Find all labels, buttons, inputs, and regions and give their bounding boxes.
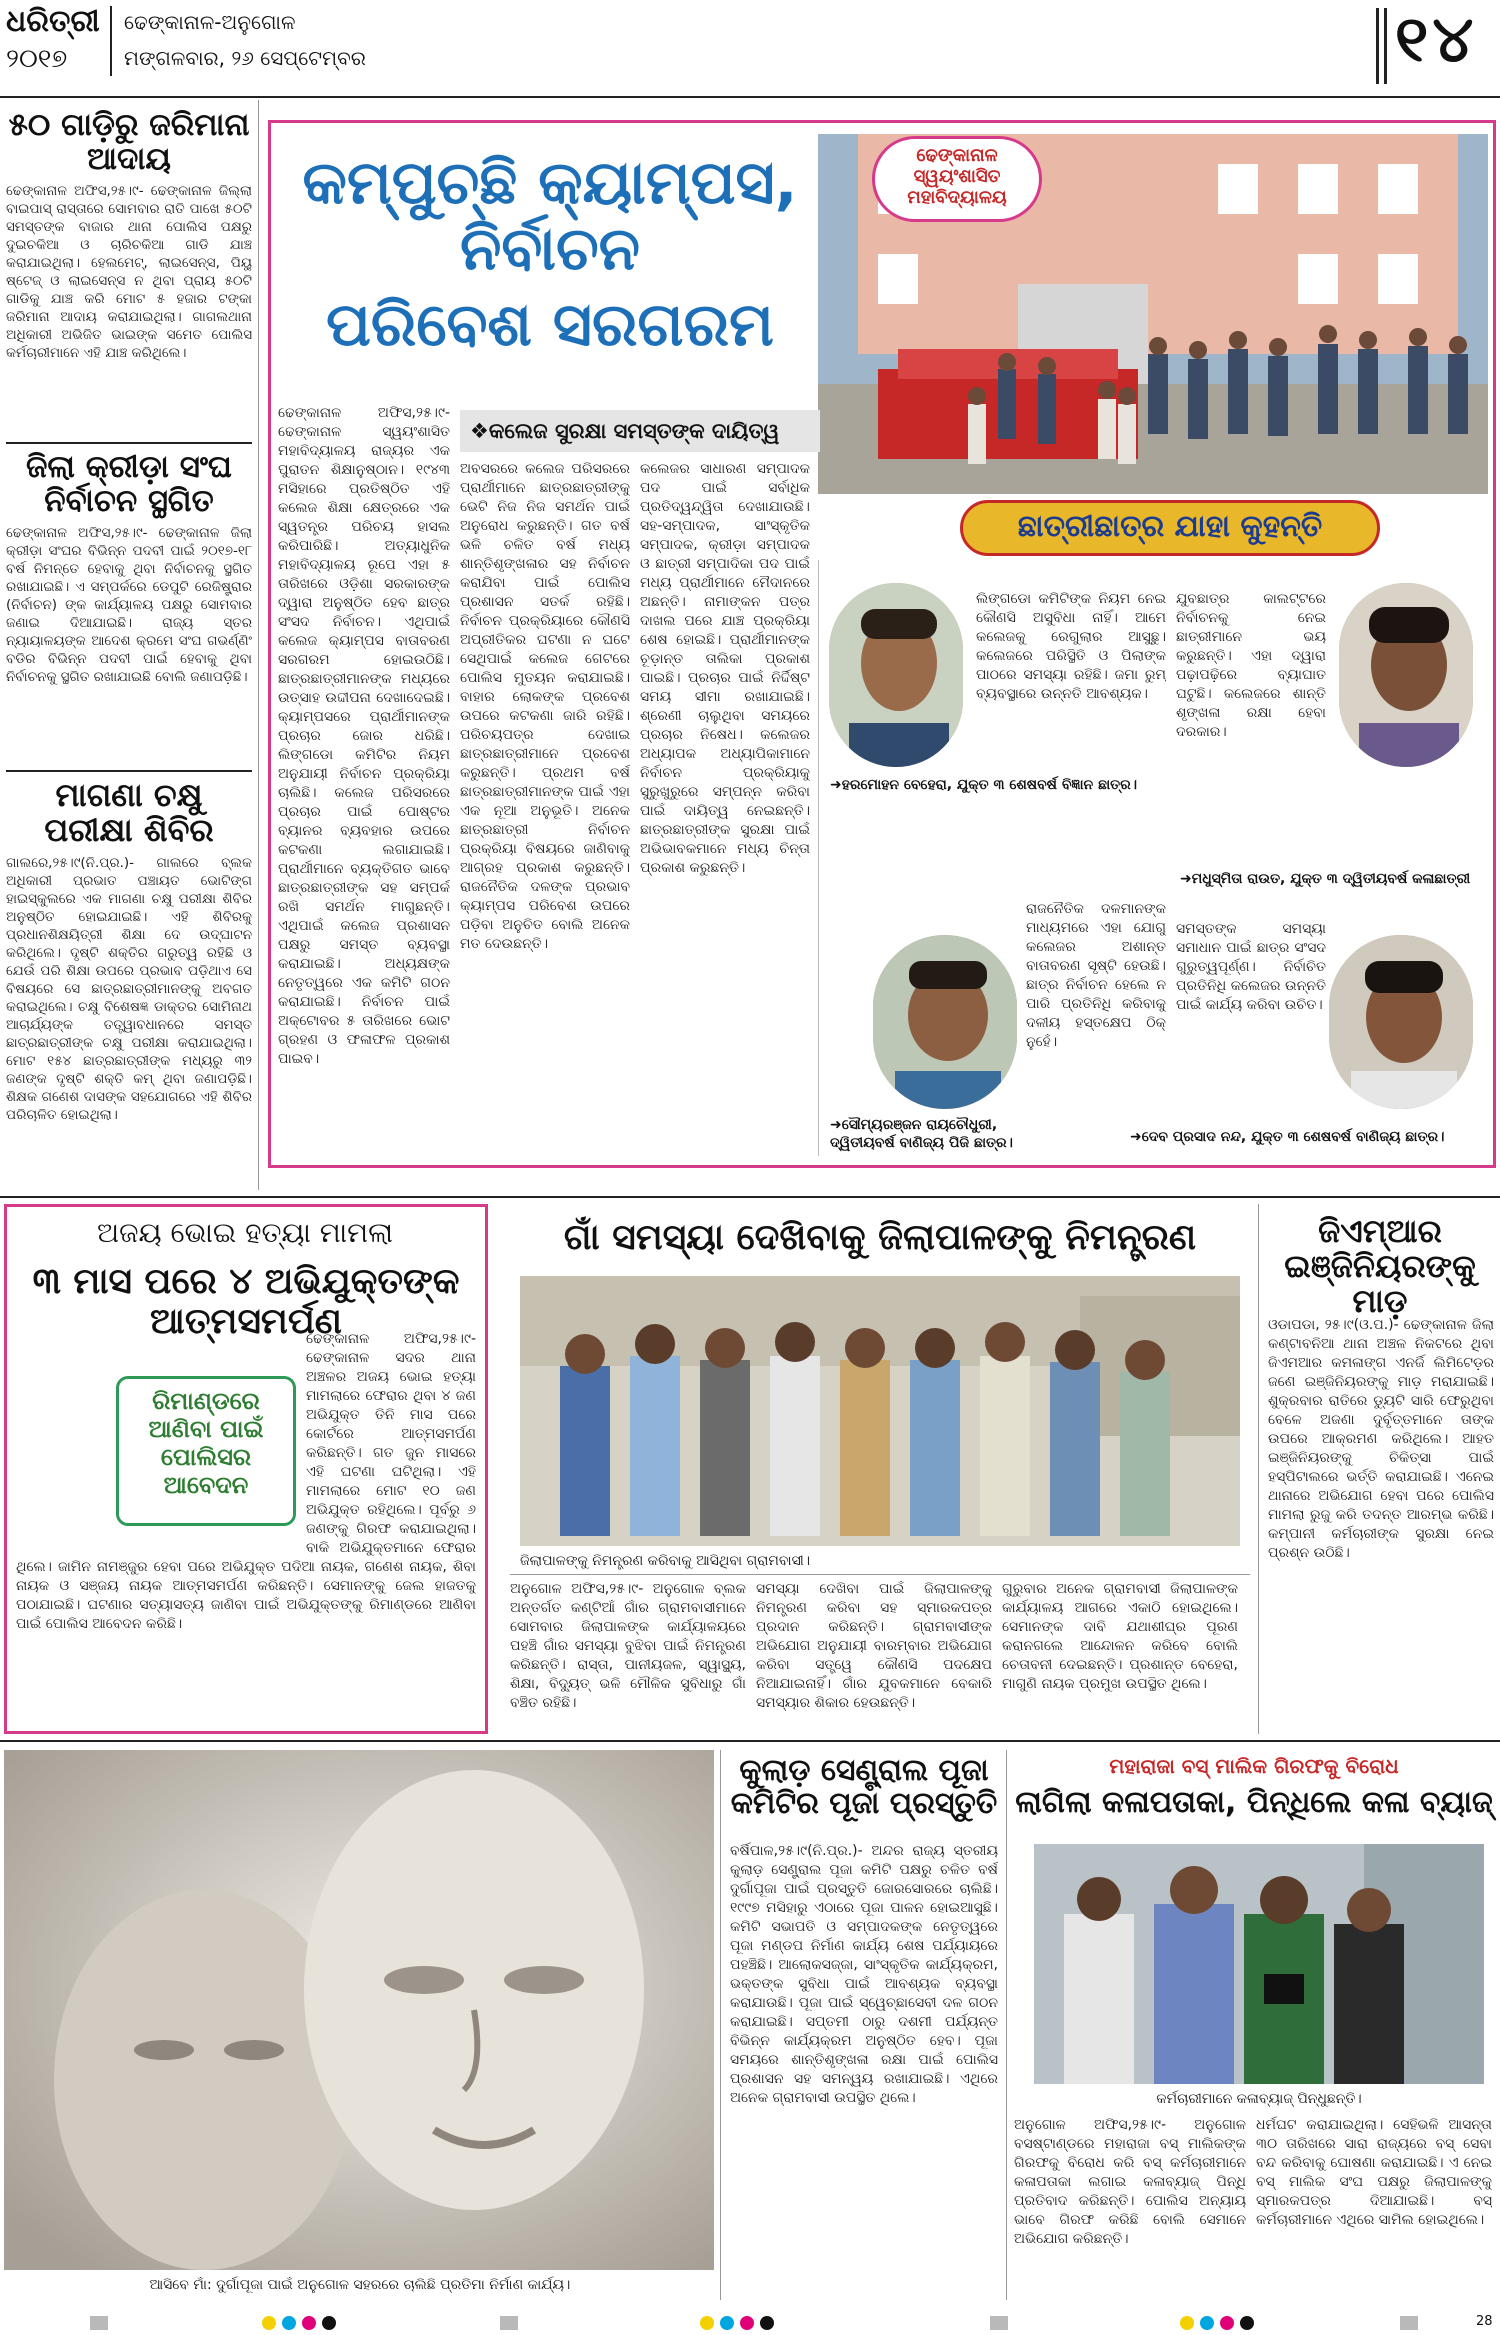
print-mark	[500, 2316, 518, 2330]
feature-col-3: କଲେଜର ସାଧାରଣ ସମ୍ପାଦକ ପଦ ପାଇଁ ସର୍ବାଧିକ ପ୍ରତିଦ୍ୱନ୍ଦ୍ୱିତା ଦେଖାଯାଉଛି। ସହ-ସମ୍ପାଦକ, ସାଂସ୍କୃତିକ ସମ୍ପାଦକ, କ୍ରୀଡ଼ା ସମ୍ପାଦକ ଓ ଛାତ୍ରୀ ସମ୍ପାଦିକା ପଦ ପାଇଁ ମଧ୍ୟ ପ୍ରାର୍ଥୀମାନେ ମୈଦାନରେ ଅଛନ୍ତି। ନାମାଙ୍କନ ପତ୍ର ଦାଖଲ ପରେ ଯାଞ୍ଚ ପ୍ରକ୍ରିୟା ଶେଷ ହୋଇଛି। ପ୍ରାର୍ଥୀମାନଙ୍କ ଚୂଡ଼ାନ୍ତ ତାଲିକା ପ୍ରକାଶ ପାଇଛି। ପ୍ରଚାର ପାଇଁ ନିର୍ଦ୍ଦିଷ୍ଟ ସମୟ ସୀମା ରଖାଯାଇଛି। ଶ୍ରେଣୀ ଚାଲୁଥିବା ସମୟରେ ପ୍ରଚାର ନିଷେଧ। କଲେଜର ଅଧ୍ୟାପକ ଅଧ୍ୟାପିକାମାନେ ନିର୍ବାଚନ ପ୍ରକ୍ରିୟାକୁ ସୁରୁଖୁରୁରେ ସମ୍ପନ୍ନ କରିବା ପାଇଁ ଦାୟିତ୍ୱ ନେଇଛନ୍ତି। ଛାତ୍ରଛାତ୍ରୀଙ୍କ ସୁରକ୍ଷା ପାଇଁ ଅଭିଭାବକମାନେ ମଧ୍ୟ ଚିନ୍ତା ପ୍ରକାଶ କରୁଛନ୍ତି।	[640, 461, 810, 876]
protest-drawing	[1034, 1844, 1484, 2084]
feature-headline	[290, 150, 810, 358]
story-body: ଢେଙ୍କାନାଳ ଅଫିସ,୨୫।୯- ଢେଙ୍କାନାଳ ଜିଲ୍ଲା ବାଇପାସ୍ ରାସ୍ତାରେ ସୋମବାର ରାତି ପାଖେ ୫୦ଟି ସମସ୍ତଙ୍କ ବାଜାର ଥାନା ପୋଲିସ ପକ୍ଷରୁ ଦୁଇଚକିଆ ଓ ଚାରିଚକିଆ ଗାଡି ଯାଞ୍ଚ କରାଯାଇଥିଲା। ହେଲମେଟ୍, ଲାଇସେନ୍ସ, ପିୟୁ ଷ୍ଟେଜ୍ ଓ ଲାଇସେନ୍ସ ନ ଥିବା ପ୍ରାୟ ୫୦ଟି ଗାଡିକୁ ଯାଞ୍ଚ କରି ମୋଟ ୫ ହଜାର ଟଙ୍କା ଜରିମାନା ଆଦାୟ କରାଯାଇଥିଲା। ଗାଗଲଥାନା ଅଧିକାରୀ ଅଭିଜିତ ଭାଇଙ୍କ ସମେତ ପୋଲିସ କର୍ମଚାରୀମାନେ ଏହି ଯାଞ୍ଚ କରିଥିଲେ।	[6, 183, 252, 362]
quote-2-text: ଯୁବଛାତ୍ର କାଲଟ୍ଟରେ ନିର୍ବାଚନକୁ ନେଇ ଛାତ୍ରୀମାନେ ଭୟ କରୁଛନ୍ତି। ଏହା ଦ୍ୱାରା ପଢ଼ାପଢ଼ିରେ ବ୍ୟାଘାତ ଘଟୁଛି। କଲେଜରେ ଶାନ୍ତି ଶୃଙ୍ଖଳା ରକ୍ଷା ହେବା ଦରକାର।	[1176, 591, 1326, 740]
edition-name: ଢେଙ୍କାନାଳ-ଅନୁଗୋଳ	[124, 10, 296, 34]
newspaper-logo: ଧରିତ୍ରୀ	[6, 4, 100, 39]
idol-caption: ଆସିବେ ମାଁ: ଦୁର୍ଗାପୂଜା ପାଇଁ ଅନୁଗୋଳ ସହରରେ ଚାଲିଛି ପ୍ରତିମା ନିର୍ମାଣ କାର୍ଯ୍ୟ।	[149, 2277, 571, 2293]
badge-line3: ମହାବିଦ୍ୟାଳୟ	[907, 187, 1007, 208]
headline: ୫୦ ଗାଡ଼ିରୁ ଜରିମାନା ଆଦାୟ	[8, 107, 250, 178]
villagers-caption: ଜିଲାପାଳଙ୍କୁ ନିମନ୍ତ୍ରଣ କରିବାକୁ ଆସିଥିବା ଗ୍ରାମବାସୀ।	[520, 1553, 811, 1569]
badge-line2: ସ୍ୱୟଂଶାସିତ	[913, 166, 1001, 187]
feature-headline-line2: ପରିବେଶ ସରଗରମ	[326, 290, 774, 360]
story-vehicle-fines	[6, 108, 252, 402]
story-a-body	[16, 1330, 476, 1722]
quote-3-text: ରାଜନୈତିକ ଦଳମାନଙ୍କ ମାଧ୍ୟମରେ ଏହା ଯୋଗୁ କଲେଜର ଅଶାନ୍ତ ବାତାବରଣ ସୃଷ୍ଟି ହେଉଛି। ଛାତ୍ର ନିର୍ବାଚନ ହେଲେ ନ ପାରି ପ୍ରତିନିଧି କରିବାକୁ ଦଳୀୟ ହସ୍ତକ୍ଷେପ ଠିକ୍ ନୁହେଁ।	[1026, 901, 1166, 1050]
villagers-photo	[520, 1276, 1240, 1546]
page-number: ୧୪	[1395, 2, 1478, 77]
story-a-kicker: ଅଜୟ ଭୋଇ ହତ୍ୟା ମାମଲା	[97, 1216, 393, 1249]
protest-photo	[1034, 1844, 1484, 2084]
story-d-headline	[730, 1754, 998, 1820]
feature-subhead: ❖କଲେଜ ସୁରକ୍ଷା ସମସ୍ତଙ୍କ ଦାୟିତ୍ୱ	[460, 410, 820, 452]
quote-1-text: ଲିଙ୍ଗଡୋ କମିଟିଙ୍କ ନିୟମ ନେଇ କୌଣସି ଅସୁବିଧା ନାହିଁ। ଆମେ କଲେଜକୁ ରେଗୁଲାର ଆସୁଛୁ। କଲେଜରେ ପରିସ୍ଥିତି ଓ ପିଲାଙ୍କ ପାଠରେ ସମସ୍ୟା ରହିଛି। ଜମା ରୁମ୍ ବ୍ୟବସ୍ଥାରେ ଉନ୍ନତି ଆବଶ୍ୟକ।	[976, 591, 1166, 702]
page-ref: 28	[1476, 2314, 1493, 2329]
story-d-headline-line1: କୁଲାଡ଼ ସେଣ୍ଟ୍ରାଲ ପୂଜା	[739, 1753, 989, 1788]
protest-caption: କର୍ମଚାରୀମାନେ କଳାବ୍ୟାଜ୍ ପିନ୍ଧୁଛନ୍ତି।	[1156, 2091, 1362, 2107]
quote-3-name: ➜ସୌମ୍ୟରଞ୍ଜନ ରାୟଚୌଧୁରୀ, ଦ୍ୱିତୀୟବର୍ଷ ବାଣିଜ୍ୟ ପିଜି ଛାତ୍ର।	[830, 1117, 1013, 1151]
student-photo-3	[870, 932, 1020, 1112]
idol-drawing	[4, 1750, 714, 2270]
feature-col-1: ଢେଙ୍କାନାଳ ଅଫିସ,୨୫।୯- ଢେଙ୍କାନାଳ ସ୍ୱୟଂଶାସିତ ମହାବିଦ୍ୟାଳୟ ରାଜ୍ୟର ଏକ ପୁରାତନ ଶିକ୍ଷାନୁଷ୍ଠାନ। ୧୯୪୩ ମସିହାରେ ପ୍ରତିଷ୍ଠିତ ଏହି କଲେଜ ଶିକ୍ଷା କ୍ଷେତ୍ରରେ ଏକ ସ୍ୱତନ୍ତ୍ର ପରିଚୟ ହାସଲ କରିପାରିଛି। ଅତ୍ୟାଧୁନିକ ମହାବିଦ୍ୟାଳୟ ରୂପେ ଏହା ୫ ତାରିଖରେ ଓଡ଼ିଶା ସରକାରଙ୍କ ଦ୍ୱାରା ଅନୁଷ୍ଠିତ ହେବ ଛାତ୍ର ସଂସଦ ନିର୍ବାଚନ। ଏଥିପାଇଁ କଲେଜ କ୍ୟାମ୍ପସ ବାତାବରଣ ସରଗରମ ହୋଇଉଠିଛି। ଛାତ୍ରଛାତ୍ରୀମାନଙ୍କ ମଧ୍ୟରେ ଉତ୍ସାହ ଉଦ୍ଦୀପନା ଦେଖାଦେଇଛି। କ୍ୟାମ୍ପସରେ ପ୍ରାର୍ଥୀମାନଙ୍କ ପ୍ରଚାର ଜୋର ଧରିଛି। ଲିଙ୍ଗଡୋ କମିଟିର ନିୟମ ଅନୁଯାୟୀ ନିର୍ବାଚନ ପ୍ରକ୍ରିୟା ଚାଲିଛି। କଲେଜ ପରିସରରେ ପ୍ରଚାର ପାଇଁ ପୋଷ୍ଟର ବ୍ୟାନର ବ୍ୟବହାର ଉପରେ କଟକଣା ଲଗାଯାଇଛି। ପ୍ରାର୍ଥୀମାନେ ବ୍ୟକ୍ତିଗତ ଭାବେ ଛାତ୍ରଛାତ୍ରୀଙ୍କ ସହ ସମ୍ପର୍କ ରଖି ସମର୍ଥନ ମାଗୁଛନ୍ତି। ଏଥିପାଇଁ କଲେଜ ପ୍ରଶାସନ ପକ୍ଷରୁ ସମସ୍ତ ବ୍ୟବସ୍ଥା କରାଯାଇଛି। ଅଧ୍ୟକ୍ଷଙ୍କ ନେତୃତ୍ୱରେ ଏକ କମିଟି ଗଠନ କରାଯାଇଛି। ନିର୍ବାଚନ ପାଇଁ ଅକ୍ଟୋବର ୫ ତାରିଖରେ ଭୋଟ ଗ୍ରହଣ ଓ ଫଳାଫଳ ପ୍ରକାଶ ପାଇବ।	[278, 405, 450, 1067]
story-a-text: ଢେଙ୍କାନାଳ ଅଫିସ,୨୫।୯- ଢେଙ୍କାନାଳ ସଦର ଥାନା ଅଞ୍ଚଳର ଅଜୟ ଭୋଇ ହତ୍ୟା ମାମଲାରେ ଫେରାର ଥିବା ୪ ଜଣ ଅଭିଯୁକ୍ତ ତିନି ମାସ ପରେ କୋର୍ଟରେ ଆତ୍ମସମର୍ପଣ କରିଛନ୍ତି। ଗତ ଜୁନ ମାସରେ ଏହି ଘଟଣା ଘଟିଥିଲା। ଏହି ମାମଲାରେ ମୋଟ ୧୦ ଜଣ ଅଭିଯୁକ୍ତ ରହିଥିଲେ। ପୂର୍ବରୁ ୬ ଜଣଙ୍କୁ ଗିରଫ କରାଯାଇଥିଲା। ବାକି ଅଭିଯୁକ୍ତମାନେ ଫେରାର ଥିଲେ। ଜାମିନ ନାମଞ୍ଜୁର ହେବା ପରେ ଅଭିଯୁକ୍ତ ପଦିଆ ନାୟକ, ଗଣେଶ ନାୟକ, ଶିବା ନାୟକ ଓ ସଞ୍ଜୟ ନାୟକ ଆତ୍ମସମର୍ପଣ କରିଛନ୍ତି। ସେମାନଙ୍କୁ ଜେଲ ହାଜତକୁ ପଠାଯାଇଛି। ଘଟଣାର ସତ୍ୟାସତ୍ୟ ଜାଣିବା ପାଇଁ ଅଭିଯୁକ୍ତଙ୍କୁ ରିମାଣ୍ଡରେ ଆଣିବା ପାଇଁ ପୋଲିସ ଆବେଦନ କରିଛି।	[16, 1331, 476, 1632]
student-photo-4	[1326, 932, 1476, 1112]
story-b-headline: ଗାଁ ସମସ୍ୟା ଦେଖିବାକୁ ଜିଲାପାଳଙ୍କୁ ନିମନ୍ତ୍ରଣ	[563, 1217, 1197, 1258]
inset-line1: ରିମାଣ୍ଡରେ	[152, 1387, 260, 1415]
badge-line1: ଢେଙ୍କାନାଳ	[916, 145, 998, 166]
story-sports-body-poll	[6, 450, 252, 759]
feature-headline-line1: କମ୍ପୁଚ୍ଛି କ୍ୟାମ୍ପସ, ନିର୍ବାଚନ	[302, 148, 798, 284]
headline: ଜିଲା କ୍ରୀଡ଼ା ସଂଘ ନିର୍ବାଚନ ସ୍ଥଗିତ	[26, 449, 232, 520]
headline: ମାଗଣା ଚକ୍ଷୁ ପରୀକ୍ଷା ଶିବିର	[44, 776, 214, 850]
story-e-col-2: ଧର୍ମଘଟ କରାଯାଇଥିଲା। ସେହିଭଳି ଆସନ୍ତା ୩୦ ତାରିଖରେ ସାରା ରାଜ୍ୟରେ ବସ୍ ସେବା ବନ୍ଦ କରିବାକୁ ଘୋଷଣା କରାଯାଇଛି। ଏ ନେଇ ବସ୍ ମାଲିକ ସଂଘ ପକ୍ଷରୁ ଜିଲାପାଳଙ୍କୁ ସ୍ମାରକପତ୍ର ଦିଆଯାଇଛି। ବସ୍ କର୍ମଚାରୀମାନେ ଏଥିରେ ସାମିଲ ହୋଇଥିଲେ।	[1256, 2117, 1492, 2228]
print-mark	[990, 2316, 1008, 2330]
story-b-col-1: ଅନୁଗୋଳ ଅଫିସ,୨୫।୯- ଅନୁଗୋଳ ବ୍ଲକ ଅନ୍ତର୍ଗତ କଣ୍ଟିଆଁ ଗାଁର ଗ୍ରାମବାସୀମାନେ ସୋମବାର ଜିଲାପାଳଙ୍କ କାର୍ଯ୍ୟାଳୟରେ ପହଞ୍ଚି ଗାଁର ସମସ୍ୟା ବୁଝିବା ପାଇଁ ନିମନ୍ତ୍ରଣ କରିଛନ୍ତି। ରାସ୍ତା, ପାନୀୟଜଳ, ସ୍ୱାସ୍ଥ୍ୟ, ଶିକ୍ଷା, ବିଦ୍ୟୁତ୍ ଭଳି ମୌଳିକ ସୁବିଧାରୁ ଗାଁ ବଞ୍ଚିତ ରହିଛି।	[510, 1581, 746, 1711]
inset-line2: ଆଣିବା ପାଇଁ	[148, 1415, 264, 1443]
students-say-banner: ଛାତ୍ରୀଛାତ୍ର ଯାହା କୁହନ୍ତି	[960, 500, 1380, 556]
story-eye-camp	[6, 778, 252, 1224]
quote-3-text-spacer	[830, 900, 870, 940]
print-mark	[1400, 2316, 1418, 2330]
quote-4-text: ସମସ୍ତଙ୍କ ସମସ୍ୟା ସମାଧାନ ପାଇଁ ଛାତ୍ର ସଂସଦ ଗୁରୁତ୍ୱପୂର୍ଣ୍ଣ। ନିର୍ବାଚିତ ପ୍ରତିନିଧି କଲେଜର ଉନ୍ନତି ପାଇଁ କାର୍ଯ୍ୟ କରିବା ଉଚିତ।	[1176, 921, 1326, 1013]
story-e-kicker: ମହାରାଜା ବସ୍ ମାଲିକ ଗିରଫକୁ ବିରୋଧ	[1109, 1754, 1399, 1778]
story-a-headline: ୩ ମାସ ପରେ ୪ ଅଭିଯୁକ୍ତଙ୍କ ଆତ୍ମସମର୍ପଣ	[32, 1261, 460, 1342]
quote-1-name: ➜ହରମୋହନ ବେହେରା, ଯୁକ୍ତ ୩ ଶେଷବର୍ଷ ବିଜ୍ଞାନ ଛାତ୍ର।	[830, 777, 1138, 793]
story-d-body: ବର୍ଷିପାଳ,୨୫।୯(ନି.ପ୍ର.)- ଅନ୍ଦର ରାଜ୍ୟ ସ୍ତରୀୟ କୁଲାଡ଼ ସେଣ୍ଟ୍ରାଲ ପୂଜା କମିଟି ପକ୍ଷରୁ ଚଳିତ ବର୍ଷ ଦୁର୍ଗାପୂଜା ପାଇଁ ପ୍ରସ୍ତୁତି ଜୋରସୋରରେ ଚାଲିଛି। ୧୯୯୭ ମସିହାରୁ ଏଠାରେ ପୂଜା ପାଳନ ହୋଇଆସୁଛି। କମିଟି ସଭାପତି ଓ ସମ୍ପାଦକଙ୍କ ନେତୃତ୍ୱରେ ପୂଜା ମଣ୍ଡପ ନିର୍ମାଣ କାର୍ଯ୍ୟ ଶେଷ ପର୍ଯ୍ୟାୟରେ ପହଞ୍ଚିଛି। ଆଲୋକସଜ୍ଜା, ସାଂସ୍କୃତିକ କାର୍ଯ୍ୟକ୍ରମ, ଭକ୍ତଙ୍କ ସୁବିଧା ପାଇଁ ଆବଶ୍ୟକ ବ୍ୟବସ୍ଥା କରାଯାଉଛି। ପୂଜା ପାଇଁ ସ୍ୱେଚ୍ଛାସେବୀ ଦଳ ଗଠନ କରାଯାଇଛି। ସପ୍ତମୀ ଠାରୁ ଦଶମୀ ପର୍ଯ୍ୟନ୍ତ ବିଭିନ୍ନ କାର୍ଯ୍ୟକ୍ରମ ଅନୁଷ୍ଠିତ ହେବ। ପୂଜା ସମୟରେ ଶାନ୍ତିଶୃଙ୍ଖଳା ରକ୍ଷା ପାଇଁ ପୋଲିସ ପ୍ରଶାସନ ସହ ସମନ୍ୱୟ ରଖାଯାଇଛି। ଏଥିରେ ଅନେକ ଗ୍ରାମବାସୀ ଉପସ୍ଥିତ ଥିଲେ।	[730, 1843, 998, 2106]
color-registration-marks	[1180, 2316, 1254, 2330]
inset-line4: ଆବେଦନ	[163, 1471, 249, 1499]
story-d-headline-line2: କମିଟିର ପୂଜା ପ୍ରସ୍ତୁତି	[730, 1786, 998, 1821]
story-e-col-1: ଅନୁଗୋଳ ଅଫିସ,୨୫।୯- ଅନୁଗୋଳ ବସଷ୍ଟାଣ୍ଡରେ ମହାରାଜା ବସ୍ ମାଲିକଙ୍କ ଗିରଫକୁ ବିରୋଧ କରି ବସ୍ କର୍ମଚାରୀମାନେ କଳାପତାକା ଲଗାଇ କଳାବ୍ୟାଜ୍ ପିନ୍ଧି ପ୍ରତିବାଦ କରିଛନ୍ତି। ପୋଲିସ ଅନ୍ୟାୟ ଭାବେ ଗିରଫ କରିଛି ବୋଲି ସେମାନେ ଅଭିଯୋଗ କରିଛନ୍ତି।	[1014, 2117, 1246, 2247]
story-b-col-2: ସମସ୍ୟା ଦେଖିବା ପାଇଁ ଜିଲାପାଳଙ୍କୁ ନିମନ୍ତ୍ରଣ କରିବା ସହ ସ୍ମାରକପତ୍ର ପ୍ରଦାନ କରିଛନ୍ତି। ଗ୍ରାମବାସୀଙ୍କ ଅଭିଯୋଗ ଅନୁଯାୟୀ ବାରମ୍ବାର ଅଭିଯୋଗ କରିବା ସତ୍ତ୍ୱେ କୌଣସି ପଦକ୍ଷେପ ନିଆଯାଇନାହିଁ। ଗାଁର ଯୁବକମାନେ ବେକାରି ସମସ୍ୟାର ଶିକାର ହେଉଛନ୍ତି।	[756, 1581, 992, 1711]
color-registration-marks	[262, 2316, 336, 2330]
story-c-headline: ଜିଏମ୍‌ଆର ଇଞ୍ଜିନିୟରଙ୍କୁ ମାଡ଼	[1284, 1212, 1476, 1321]
story-b-col-3: ଗୁରୁବାର ଅନେକ ଗ୍ରାମବାସୀ ଜିଲାପାଳଙ୍କ କାର୍ଯ୍ୟାଳୟ ଆଗରେ ଏକାଠି ହୋଇଥିଲେ। ସେମାନଙ୍କ ଦାବି ଯଥାଶୀଘ୍ର ପୂରଣ କରାନଗଲେ ଆନ୍ଦୋଳନ କରିବେ ବୋଲି ଚେତାବନୀ ଦେଇଛନ୍ତି। ପ୍ରଶାନ୍ତ ବେହେରା, ମାଗୁଣି ନାୟକ ପ୍ରମୁଖ ଉପସ୍ଥିତ ଥିଲେ।	[1002, 1581, 1238, 1692]
villagers-drawing	[520, 1276, 1240, 1546]
feature-col-2: ଅବସରରେ କଲେଜ ପରିସରରେ ପ୍ରାର୍ଥୀମାନେ ଛାତ୍ରଛାତ୍ରୀଙ୍କୁ ଭେଟି ନିଜ ନିଜ ସମର୍ଥନ ପାଇଁ ଅନୁରୋଧ କରୁଛନ୍ତି। ଗତ ବର୍ଷ ଭଳି ଚଳିତ ବର୍ଷ ମଧ୍ୟ ଶାନ୍ତିଶୃଙ୍ଖଳାର ସହ ନିର୍ବାଚନ କରାଯିବା ପାଇଁ ପୋଲିସ ପ୍ରଶାସନ ସତର୍କ ରହିଛି। ନିର୍ବାଚନ ପ୍ରକ୍ରିୟାରେ କୌଣସି ଅପ୍ରୀତିକର ଘଟଣା ନ ଘଟେ ସେଥିପାଇଁ କଲେଜ ଗେଟରେ ପୋଲିସ ମୁତୟନ କରାଯାଇଛି। ବାହାର ଲୋକଙ୍କ ପ୍ରବେଶ ଉପରେ କଟକଣା ଜାରି ରହିଛି। ପରିଚୟପତ୍ର ଦେଖାଇ ଛାତ୍ରଛାତ୍ରୀମାନେ ପ୍ରବେଶ କରୁଛନ୍ତି। ପ୍ରଥମ ବର୍ଷ ଛାତ୍ରଛାତ୍ରୀମାନଙ୍କ ପାଇଁ ଏହା ଏକ ନୂଆ ଅନୁଭୂତି। ଅନେକ ଛାତ୍ରଛାତ୍ରୀ ନିର୍ବାଚନ ପ୍ରକ୍ରିୟା ବିଷୟରେ ଜାଣିବାକୁ ଆଗ୍ରହ ପ୍ରକାଶ କରୁଛନ୍ତି। ରାଜନୈତିକ ଦଳଙ୍କ ପ୍ରଭାବ କ୍ୟାମ୍ପସ ପରିବେଶ ଉପରେ ପଡ଼ିବା ଅନୁଚିତ ବୋଲି ଅନେକ ମତ ଦେଉଛନ୍ତି।	[460, 461, 630, 952]
story-c-body: ଓଡାପଡା, ୨୫।୯(ଓ.ପ.)- ଢେଙ୍କାନାଳ ଜିଲା କଣ୍ଟାବନିଆ ଥାନା ଅଞ୍ଚଳ ନିକଟରେ ଥିବା ଜିଏମଆର କମଳାଙ୍ଗ ଏନର୍ଜି ଲିମିଟେଡ଼ର ଜଣେ ଇଞ୍ଜିନିୟରଙ୍କୁ ମାଡ଼ ମରାଯାଇଛି। ଶୁକ୍ରବାର ରାତିରେ ଡ୍ୟୁଟି ସାରି ଫେରୁଥିବା ବେଳେ ଅଜଣା ଦୁର୍ବୃତ୍ତମାନେ ତାଙ୍କ ଉପରେ ଆକ୍ରମଣ କରିଥିଲେ। ଆହତ ଇଞ୍ଜିନିୟରଙ୍କୁ ଚିକିତ୍ସା ପାଇଁ ହସ୍ପିଟାଲରେ ଭର୍ତ୍ତି କରାଯାଇଛି। ଏନେଇ ଥାନାରେ ଅଭିଯୋଗ ହେବା ପରେ ପୋଲିସ ମାମଲା ରୁଜୁ କରି ତଦନ୍ତ ଆରମ୍ଭ କରିଛି। କମ୍ପାନୀ କର୍ମଚାରୀଙ୍କ ସୁରକ୍ଷା ନେଇ ପ୍ରଶ୍ନ ଉଠିଛି।	[1268, 1317, 1494, 1561]
story-body: ଗାଲରେ,୨୫।୯(ନି.ପ୍ର.)- ଗାଲରେ ବ୍ଲକ ଅଧିକାରୀ ପ୍ରଭାତ ପଞ୍ଚାୟତ ଭୋଟିଙ୍ଗ ହାଇସ୍କୁଲରେ ଏକ ମାଗଣା ଚକ୍ଷୁ ପରୀକ୍ଷା ଶିବିର ଅନୁଷ୍ଠିତ ହୋଇଯାଇଛି। ଏହି ଶିବିରକୁ ପ୍ରଧାନଶିକ୍ଷୟିତ୍ରୀ ଶିକ୍ଷା ଦେ ଉଦ୍‌ଘାଟନ କରିଥିଲେ। ଦୃଷ୍ଟି ଶକ୍ତିର ଗରୁତ୍ୱ ରହିଛି ଓ ଯେଉଁ ପରି ଶିକ୍ଷା ଉପରେ ପ୍ରଭାବ ପଡ଼ିଥାଏ ସେ ବିଷୟରେ ସେ ଛାତ୍ରଛାତ୍ରୀମାନଙ୍କୁ ଅବଗତ କରାଇଥିଲେ। ଚକ୍ଷୁ ବିଶେଷଜ୍ଞ ଡାକ୍ତର ସୋମିନାଥ ଆଚାର୍ଯ୍ୟଙ୍କ ତତ୍ତ୍ୱାବଧାନରେ ସମସ୍ତ ଛାତ୍ରଛାତ୍ରୀଙ୍କ ଚକ୍ଷୁ ପରୀକ୍ଷା କରାଯାଇଥିଲା। ମୋଟ ୧୫୪ ଛାତ୍ରଛାତ୍ରୀଙ୍କ ମଧ୍ୟରୁ ୩୨ ଜଣଙ୍କ ଦୃଷ୍ଟି ଶକ୍ତି କମ୍ ଥିବା ଜଣାପଡ଼ିଛି। ଶିକ୍ଷକ ଗଣେଶ ଦାସଙ୍କ ସହଯୋଗରେ ଏହି ଶିବିର ପରିଚାଳିତ ହୋଇଥିଲା।	[6, 855, 252, 1124]
color-registration-marks	[700, 2316, 774, 2330]
quote-2-name: ➜ମଧୁସ୍ମିତା ରାଉତ, ଯୁକ୍ତ ୩ ଦ୍ୱିତୀୟବର୍ଷ କଳାଛାତ୍ରୀ	[1180, 871, 1471, 887]
idol-photo	[4, 1750, 714, 2270]
student-photo-2	[1336, 580, 1476, 770]
print-mark	[90, 2316, 108, 2330]
quote-4-name: ➜ଦେବ ପ୍ରସାଦ ନନ୍ଦ, ଯୁକ୍ତ ୩ ଶେଷବର୍ଷ ବାଣିଜ୍ୟ ଛାତ୍ର।	[1130, 1129, 1445, 1145]
story-body: ଢେଙ୍କାନାଳ ଅଫିସ,୨୫।୯- ଢେଙ୍କାନାଳ ଜିଲା କ୍ରୀଡ଼ା ସଂଘର ବିଭିନ୍ନ ପଦବୀ ପାଇଁ ୨୦୧୭-୧୮ ବର୍ଷ ନିମନ୍ତେ ହେବାକୁ ଥିବା ନିର୍ବାଚନକୁ ସ୍ଥଗିତ ରଖାଯାଇଛି। ଏ ସମ୍ପର୍କରେ ଡେପୁଟି ରେଜିଷ୍ଟ୍ରାର (ନିର୍ବାଚନ) ଙ୍କ କାର୍ଯ୍ୟାଳୟ ପକ୍ଷରୁ ସୋମବାର ଜଣାଇ ଦିଆଯାଇଛି। ରାଜ୍ୟ ସ୍ତର ନ୍ୟାୟାଳୟଙ୍କ ଆଦେଶ କ୍ରମେ ସଂଘ ଗଭର୍ଣ୍ଣିଂ ବଡିର ବିଭିନ୍ନ ପଦବୀ ପାଇଁ ହେବାକୁ ଥିବା ନିର୍ବାଚନକୁ ସ୍ଥଗିତ ରଖାଯାଇଛି ବୋଲି ଜଣାପଡ଼ିଛି।	[6, 525, 252, 686]
inset-line3: ପୋଲିସର	[160, 1443, 252, 1471]
college-badge	[872, 136, 1042, 222]
student-photo-1	[826, 580, 966, 770]
masthead-year: ୨୦୧୭	[6, 44, 68, 74]
inset-float	[16, 1330, 306, 1540]
story-e-headline: ଲାଗିଲା କଳାପତାକା, ପିନ୍ଧିଲେ କଳା ବ୍ୟାଜ୍	[1015, 1785, 1493, 1820]
issue-date: ମଙ୍ଗଳବାର, ୨୬ ସେପ୍ଟେମ୍ବର	[124, 46, 366, 70]
